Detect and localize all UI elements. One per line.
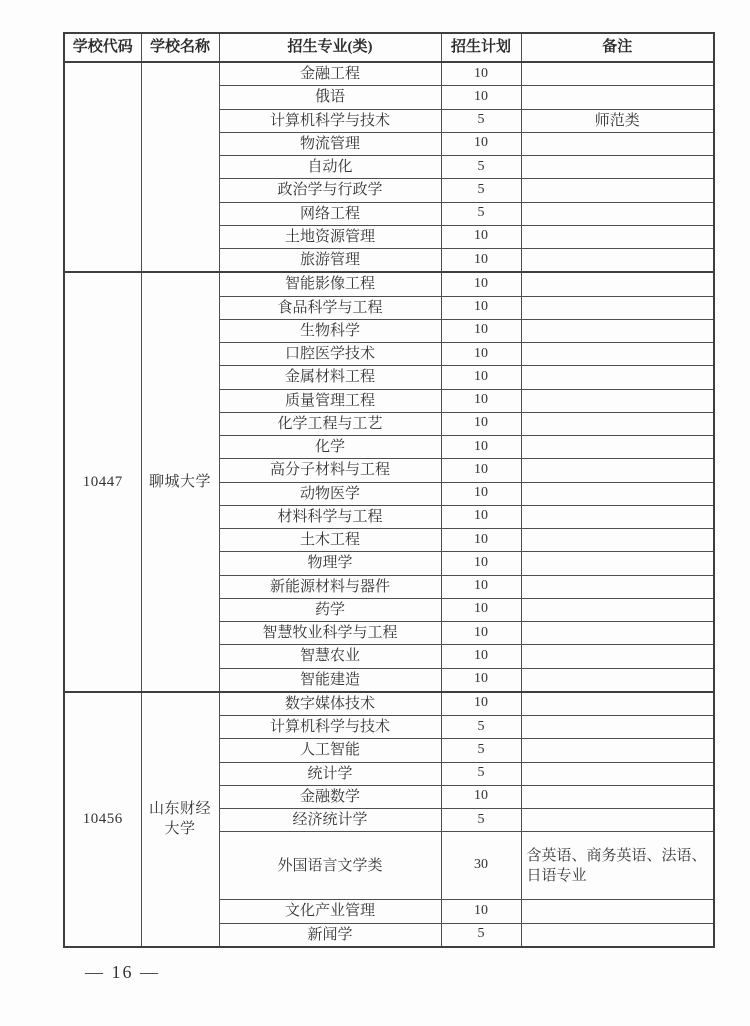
major-cell: 化学工程与工艺 <box>219 412 441 435</box>
note-cell <box>521 482 714 505</box>
major-cell: 口腔医学技术 <box>219 343 441 366</box>
plan-cell: 10 <box>441 785 521 808</box>
plan-cell: 5 <box>441 109 521 132</box>
note-cell <box>521 762 714 785</box>
table-row <box>64 62 714 86</box>
header-major: 招生专业(类) <box>219 33 441 62</box>
major-cell: 俄语 <box>219 86 441 109</box>
note-cell <box>521 179 714 202</box>
major-cell: 计算机科学与技术 <box>219 716 441 739</box>
major-cell: 金融工程 <box>219 62 441 86</box>
plan-cell: 10 <box>441 343 521 366</box>
note-cell <box>521 552 714 575</box>
major-cell: 人工智能 <box>219 739 441 762</box>
note-cell <box>521 598 714 621</box>
major-cell: 物流管理 <box>219 132 441 155</box>
plan-cell: 10 <box>441 389 521 412</box>
note-cell <box>521 436 714 459</box>
note-cell <box>521 86 714 109</box>
note-cell <box>521 272 714 296</box>
major-cell: 外国语言文学类 <box>219 832 441 900</box>
major-cell: 新闻学 <box>219 923 441 947</box>
major-cell: 智能影像工程 <box>219 272 441 296</box>
note-cell <box>521 202 714 225</box>
note-cell <box>521 900 714 923</box>
page-number: — 16 — <box>85 962 160 982</box>
major-cell: 化学 <box>219 436 441 459</box>
major-cell: 智能建造 <box>219 668 441 692</box>
table-body <box>64 62 714 947</box>
plan-cell: 10 <box>441 272 521 296</box>
plan-cell: 10 <box>441 505 521 528</box>
major-cell: 物理学 <box>219 552 441 575</box>
plan-cell: 5 <box>441 762 521 785</box>
table-row <box>64 272 714 296</box>
table-header-row <box>64 33 714 62</box>
plan-cell: 10 <box>441 86 521 109</box>
note-cell <box>521 62 714 86</box>
note-cell <box>521 785 714 808</box>
major-cell: 经济统计学 <box>219 809 441 832</box>
note-cell <box>521 505 714 528</box>
note-cell <box>521 622 714 645</box>
major-cell: 动物医学 <box>219 482 441 505</box>
major-cell: 土地资源管理 <box>219 225 441 248</box>
plan-cell: 10 <box>441 482 521 505</box>
note-cell <box>521 249 714 273</box>
note-cell <box>521 412 714 435</box>
plan-cell: 10 <box>441 225 521 248</box>
major-cell: 计算机科学与技术 <box>219 109 441 132</box>
note-cell <box>521 668 714 692</box>
major-cell: 旅游管理 <box>219 249 441 273</box>
major-cell: 食品科学与工程 <box>219 296 441 319</box>
major-cell: 金属材料工程 <box>219 366 441 389</box>
plan-cell: 10 <box>441 436 521 459</box>
major-cell: 质量管理工程 <box>219 389 441 412</box>
school-code-cell <box>64 62 141 272</box>
note-cell <box>521 319 714 342</box>
plan-cell: 10 <box>441 900 521 923</box>
major-cell: 智慧牧业科学与工程 <box>219 622 441 645</box>
school-name-cell: 山东财经大学 <box>141 692 219 947</box>
note-cell: 师范类 <box>521 109 714 132</box>
note-cell <box>521 809 714 832</box>
plan-cell: 10 <box>441 366 521 389</box>
school-name-cell: 聊城大学 <box>141 272 219 692</box>
header-school-name: 学校名称 <box>141 33 219 62</box>
plan-cell: 10 <box>441 319 521 342</box>
plan-cell: 10 <box>441 296 521 319</box>
major-cell: 智慧农业 <box>219 645 441 668</box>
major-cell: 新能源材料与器件 <box>219 575 441 598</box>
header-plan: 招生计划 <box>441 33 521 62</box>
note-cell <box>521 529 714 552</box>
school-code-cell: 10447 <box>64 272 141 692</box>
plan-cell: 5 <box>441 202 521 225</box>
plan-cell: 30 <box>441 832 521 900</box>
major-cell: 高分子材料与工程 <box>219 459 441 482</box>
plan-cell: 5 <box>441 716 521 739</box>
plan-cell: 10 <box>441 598 521 621</box>
header-school-code: 学校代码 <box>64 33 141 62</box>
note-cell <box>521 389 714 412</box>
note-cell <box>521 366 714 389</box>
plan-cell: 10 <box>441 132 521 155</box>
plan-cell: 10 <box>441 249 521 273</box>
note-cell <box>521 716 714 739</box>
note-cell <box>521 225 714 248</box>
plan-cell: 10 <box>441 62 521 86</box>
note-cell: 含英语、商务英语、法语、日语专业 <box>521 832 714 900</box>
plan-cell: 10 <box>441 552 521 575</box>
major-cell: 生物科学 <box>219 319 441 342</box>
note-cell <box>521 645 714 668</box>
plan-cell: 5 <box>441 809 521 832</box>
note-cell <box>521 343 714 366</box>
header-note: 备注 <box>521 33 714 62</box>
plan-cell: 10 <box>441 412 521 435</box>
admission-plan-table <box>63 32 715 948</box>
major-cell: 统计学 <box>219 762 441 785</box>
school-code-cell: 10456 <box>64 692 141 947</box>
school-name-cell <box>141 62 219 272</box>
plan-cell: 5 <box>441 156 521 179</box>
plan-cell: 10 <box>441 668 521 692</box>
note-cell <box>521 459 714 482</box>
plan-cell: 10 <box>441 692 521 716</box>
note-cell <box>521 132 714 155</box>
major-cell: 自动化 <box>219 156 441 179</box>
note-cell <box>521 692 714 716</box>
plan-cell: 10 <box>441 622 521 645</box>
plan-cell: 5 <box>441 739 521 762</box>
major-cell: 政治学与行政学 <box>219 179 441 202</box>
major-cell: 文化产业管理 <box>219 900 441 923</box>
note-cell <box>521 156 714 179</box>
major-cell: 材料科学与工程 <box>219 505 441 528</box>
plan-cell: 10 <box>441 529 521 552</box>
note-cell <box>521 575 714 598</box>
plan-cell: 5 <box>441 923 521 947</box>
plan-cell: 5 <box>441 179 521 202</box>
major-cell: 药学 <box>219 598 441 621</box>
major-cell: 网络工程 <box>219 202 441 225</box>
plan-cell: 10 <box>441 645 521 668</box>
major-cell: 数字媒体技术 <box>219 692 441 716</box>
major-cell: 土木工程 <box>219 529 441 552</box>
table-row <box>64 692 714 716</box>
major-cell: 金融数学 <box>219 785 441 808</box>
plan-cell: 10 <box>441 575 521 598</box>
note-cell <box>521 296 714 319</box>
plan-cell: 10 <box>441 459 521 482</box>
note-cell <box>521 739 714 762</box>
note-cell <box>521 923 714 947</box>
